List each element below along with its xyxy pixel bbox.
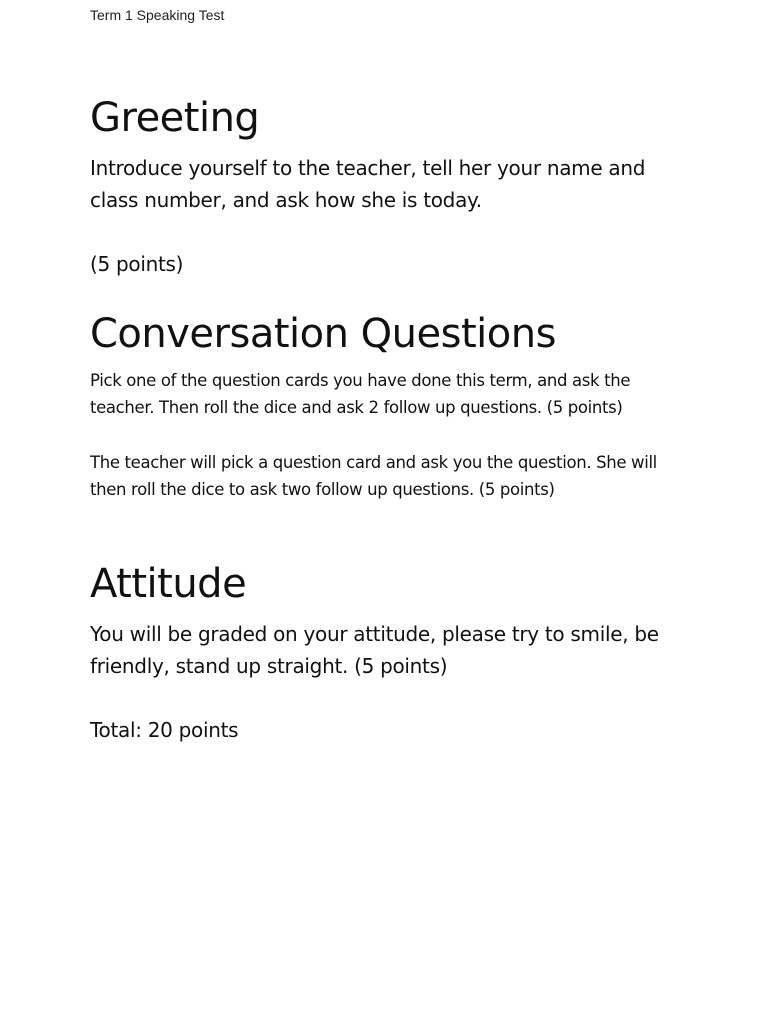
conversation-instructions-teacher: The teacher will pick a question card and ask you the question. She will then roll the dice to ask two follow up questions. (5 points) xyxy=(90,453,657,499)
greeting-instructions: Introduce yourself to the teacher, tell her your name and class number, and ask how she is today. xyxy=(90,156,646,212)
section-heading-conversation-questions: Conversation Questions xyxy=(90,311,556,357)
conversation-instructions-student: Pick one of the question cards you have done this term, and ask the teacher. Then roll the dice and ask 2 follow up questions. (5 points) xyxy=(90,371,631,417)
total-points: Total: 20 points xyxy=(90,718,239,742)
document-header-title: Term 1 Speaking Test xyxy=(90,7,225,23)
greeting-points: (5 points) xyxy=(90,252,184,276)
attitude-instructions: You will be graded on your attitude, please try to smile, be friendly, stand up straight. (5 points) xyxy=(90,622,659,678)
section-heading-attitude: Attitude xyxy=(90,561,247,607)
section-heading-greeting: Greeting xyxy=(90,95,260,141)
